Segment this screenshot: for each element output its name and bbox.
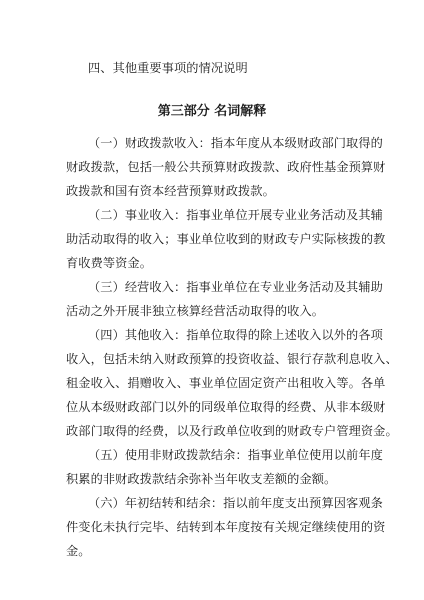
paragraph-line: （五）使用非财政拨款结余：指事业单位使用以前年度 — [88, 448, 383, 462]
paragraph-line: 积累的非财政拨款结余弥补当年收支差额的金额。 — [66, 472, 337, 486]
paragraph-line: （一）财政拨款收入：指本年度从本级财政部门取得的 — [88, 136, 383, 150]
paragraph-line: （二）事业收入：指事业单位开展专业业务活动及其辅 — [88, 208, 383, 222]
paragraph-line: （三）经营收入：指事业单位在专业业务活动及其辅助 — [88, 280, 383, 294]
paragraph-line: （六）年初结转和结余：指以前年度支出预算因客观条 — [88, 496, 383, 510]
paragraph-line: 收入，包括未纳入财政预算的投资收益、银行存款利息收入、 — [66, 352, 398, 366]
paragraph-line: 育收费等资金。 — [66, 256, 153, 270]
paragraph-line: 政部门取得的经费，以及行政单位收到的财政专户管理资金。 — [66, 424, 398, 438]
paragraph-line: 租金收入、捐赠收入、事业单位固定资产出租收入等。各单 — [66, 376, 386, 390]
paragraph-line: 政拨款和国有资本经营预算财政拨款。 — [66, 184, 275, 198]
paragraph-line: 活动之外开展非独立核算经营活动取得的收入。 — [66, 304, 325, 318]
paragraph-line: （四）其他收入：指单位取得的除上述收入以外的各项 — [88, 328, 383, 342]
paragraph-line: 助活动取得的收入；事业单位收到的财政专户实际核拨的教 — [66, 232, 386, 246]
paragraph-line: 金。 — [66, 544, 91, 558]
paragraph-line: 位从本级财政部门以外的同级单位取得的经费、从非本级财 — [66, 400, 386, 414]
section-heading: 四、其他重要事项的情况说明 — [88, 61, 248, 75]
paragraph-line: 财政拨款，包括一般公共预算财政拨款、政府性基金预算财 — [66, 160, 386, 174]
part-title: 第三部分 名词解释 — [157, 104, 267, 119]
paragraph-line: 件变化未执行完毕、结转到本年度按有关规定继续使用的资 — [66, 520, 386, 534]
